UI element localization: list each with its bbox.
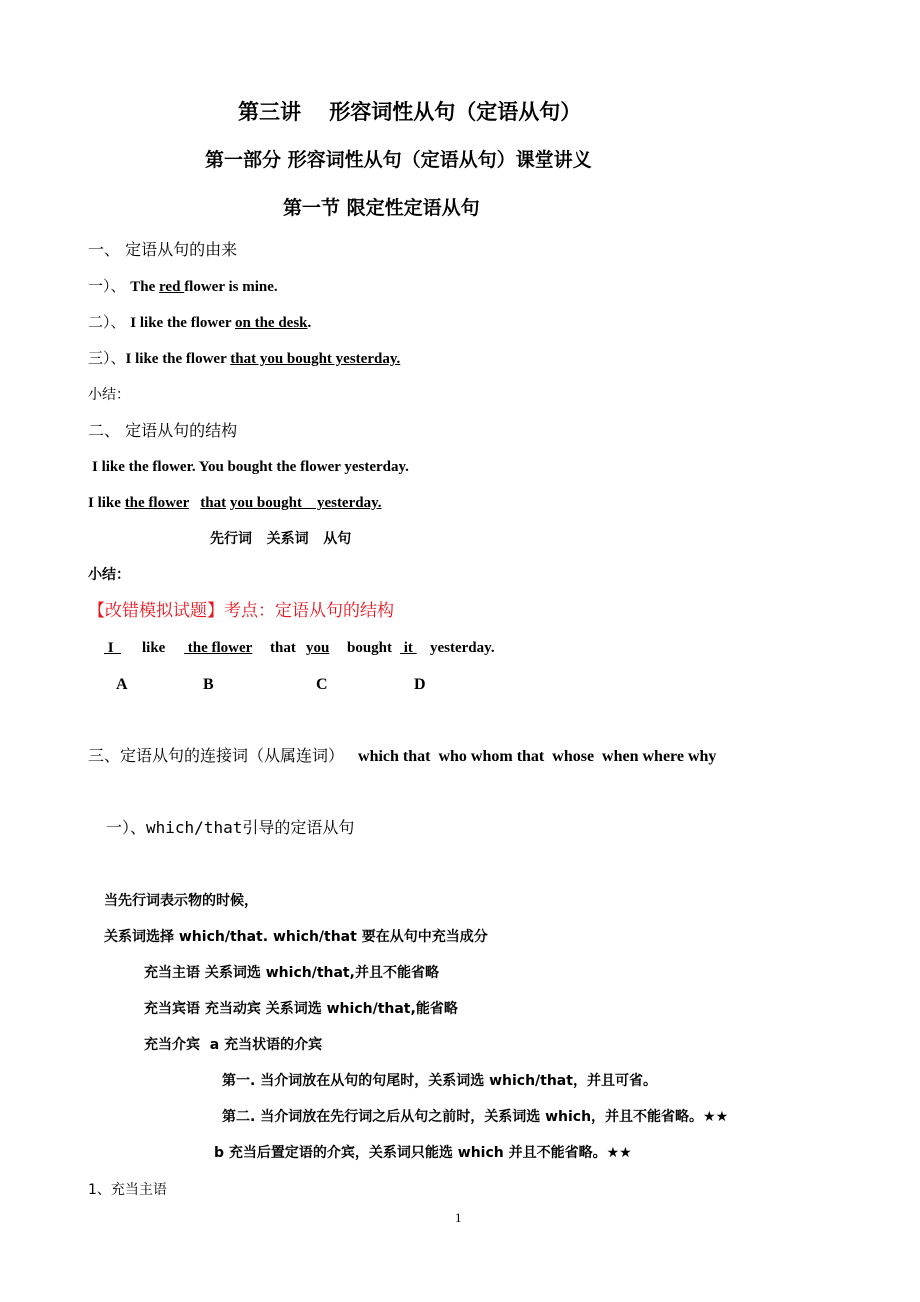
rule-line-8: b 充当后置定语的介宾，关系词只能选 which 并且不能省略。★★ bbox=[214, 1145, 632, 1161]
option-c-word: you bbox=[306, 640, 330, 656]
combined-p2 bbox=[189, 495, 200, 511]
option-a-word: I bbox=[104, 640, 122, 656]
exercise-heading: 【改错模拟试题】考点：定语从句的结构 bbox=[88, 601, 394, 621]
example-3-pre: I like the flower bbox=[125, 351, 231, 367]
combined-p1: I like bbox=[88, 495, 125, 511]
example-1-post: flower is mine. bbox=[184, 279, 278, 295]
rule-line-7: 第二. 当介词放在先行词之后从句之前时，关系词选 which，并且不能省略。★★ bbox=[222, 1109, 729, 1125]
section-title: 第一节 限定性定语从句 bbox=[283, 197, 480, 219]
option-a-label: A bbox=[116, 676, 128, 693]
rule-line-9: 1、充当主语 bbox=[88, 1182, 167, 1198]
page-title: 第三讲 形容词性从句（定语从句） bbox=[238, 100, 582, 124]
antecedent-underlined: the flower bbox=[124, 495, 189, 511]
section-1-heading: 一、 定语从句的由来 bbox=[88, 240, 238, 259]
word-bought: bought bbox=[347, 640, 393, 656]
rule-line-1: 当先行词表示物的时候， bbox=[104, 893, 258, 909]
section-3-heading: 三、定语从句的连接词（从属连词） bbox=[88, 746, 345, 765]
rule-line-5: 充当介宾 a 充当状语的介宾 bbox=[144, 1037, 323, 1053]
example-2-prefix: 二）、 bbox=[88, 313, 131, 331]
summary-1: 小结： bbox=[88, 387, 130, 403]
page-number: 1 bbox=[455, 1210, 462, 1225]
word-that: that bbox=[270, 640, 296, 656]
subsection-1-cn1: 一）、 bbox=[106, 818, 147, 837]
relative-word-underlined: that bbox=[200, 495, 227, 511]
example-2-post: . bbox=[307, 315, 312, 331]
example-2-underlined: on the desk bbox=[235, 315, 308, 331]
summary-2: 小结： bbox=[88, 567, 130, 583]
option-d-word: it bbox=[400, 640, 417, 656]
rule-line-4: 充当宾语 充当动宾 关系词选 which/that,能省略 bbox=[144, 1001, 458, 1017]
clause-underlined: you bought yesterday. bbox=[229, 495, 382, 511]
option-b-label: B bbox=[203, 676, 214, 693]
subsection-1-cn2: 引导的定语从句 bbox=[242, 818, 355, 837]
rule-line-3: 充当主语 关系词选 which/that,并且不能省略 bbox=[144, 965, 439, 981]
word-yesterday: yesterday. bbox=[430, 640, 495, 656]
example-3-underlined: that you bought yesterday. bbox=[230, 351, 401, 367]
option-d-label: D bbox=[414, 676, 426, 693]
example-2-pre: I like the flower bbox=[130, 315, 235, 331]
example-1-underlined: red bbox=[159, 279, 185, 295]
subsection-1-heading bbox=[106, 820, 354, 836]
example-2 bbox=[88, 315, 311, 331]
section-2-heading: 二、 定语从句的结构 bbox=[88, 421, 238, 440]
option-c-label: C bbox=[316, 676, 328, 693]
example-1-pre: The bbox=[130, 279, 160, 295]
word-like: like bbox=[142, 640, 166, 656]
example-1 bbox=[88, 279, 278, 295]
example-3-prefix: 三）、 bbox=[88, 349, 126, 367]
structure-labels: 先行词 关系词 从句 bbox=[210, 531, 352, 547]
rule-line-2: 关系词选择 which/that. which/that 要在从句中充当成分 bbox=[104, 929, 488, 945]
example-3 bbox=[88, 351, 400, 367]
sentences-line: I like the flower. You bought the flower yesterday. bbox=[92, 459, 409, 475]
part-title: 第一部分 形容词性从句（定语从句）课堂讲义 bbox=[205, 149, 592, 171]
section-3-heading-line bbox=[88, 748, 716, 765]
combined-sentence bbox=[88, 496, 382, 511]
connective-words: which that who whom that whose when where why bbox=[358, 748, 717, 765]
example-1-prefix: 一）、 bbox=[88, 277, 131, 295]
rule-line-6: 第一. 当介词放在从句的句尾时，关系词选 which/that，并且可省。 bbox=[222, 1073, 657, 1089]
subsection-1-en: which/that bbox=[146, 818, 243, 837]
option-b-word: the flower bbox=[184, 640, 253, 656]
